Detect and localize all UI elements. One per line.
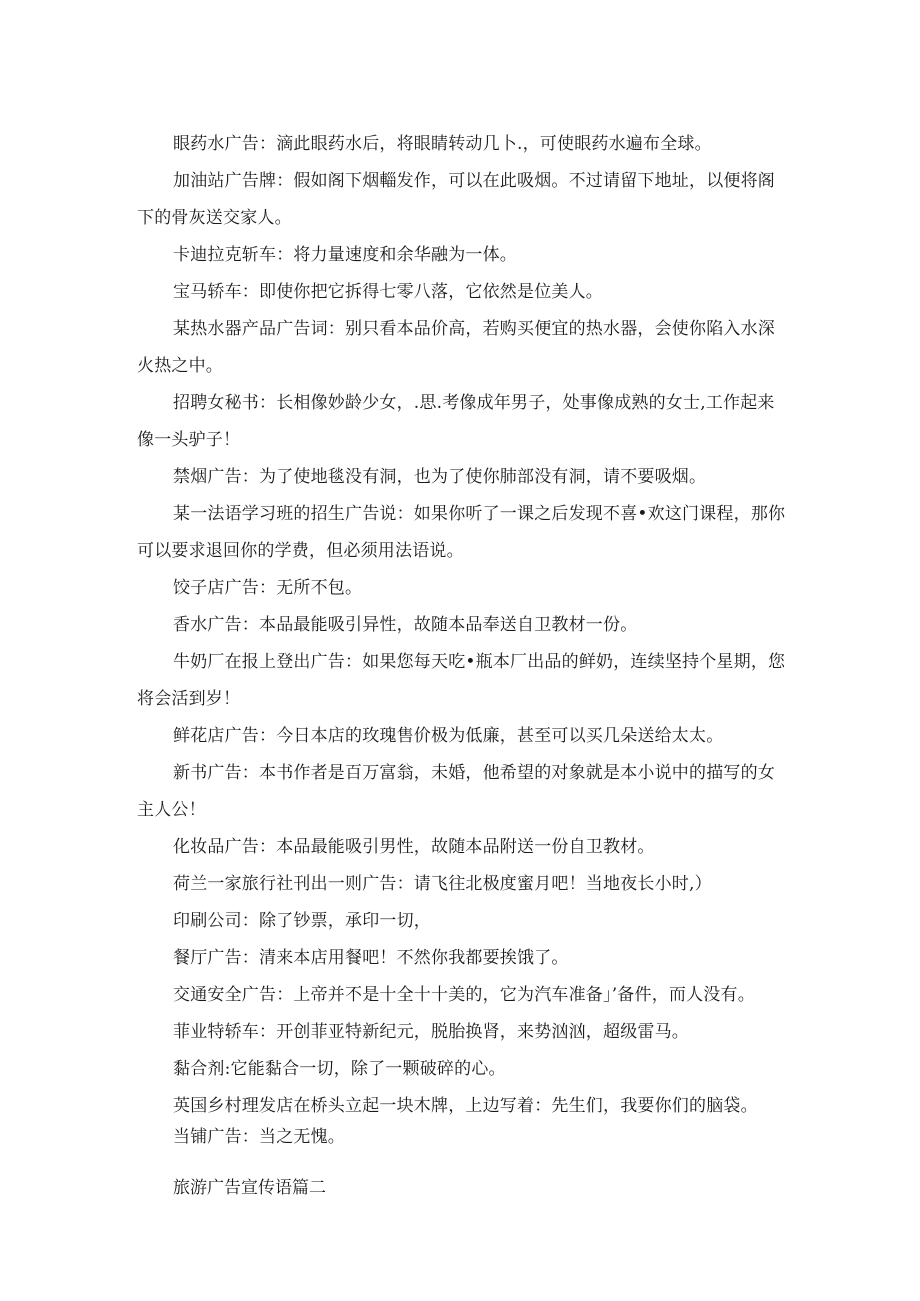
paragraph: 餐厅广告：清来本店用餐吧！不然你我都要挨饿了。	[173, 948, 569, 968]
paragraph: 鲜花店广告：今日本店的玫瑰售价极为低廉，甚至可以买几朵送给太太。	[173, 726, 724, 746]
paragraph: 宝马轿车：即使你把它拆得七零八落，它依然是位美人。	[173, 282, 603, 302]
paragraph: 招聘女秘书：长相像妙龄少女，.思.考像成年男子，处事像成熟的女士,工作起来像一头驴子！	[137, 393, 775, 450]
paragraph: 卡迪拉克斩车：将力量速度和余华融为一体。	[173, 245, 517, 265]
paragraph: 香水广告：本品最能吸引异性，故随本品奉送自卫教材一份。	[173, 615, 638, 635]
paragraph: 菲业特轿车：开创菲亚特新纪元，脱胎换肾，来势汹汹，超级雷马。	[173, 1022, 689, 1042]
paragraph: 当铺广告：当之无愧。	[173, 1127, 345, 1147]
paragraph: 黏合剂:它能黏合一切，除了一颗破碎的心。	[173, 1059, 506, 1079]
paragraph: 化妆品广告：本品最能吸引男性，故随本品附送一份自卫教材。	[173, 837, 655, 857]
paragraph: 加油站广告牌：假如阁下烟輜发作，可以在此吸烟。不过请留下地址，以便将阁下的骨灰送交家人。	[137, 171, 775, 228]
paragraph: 英国乡村理发店在桥头立起一块木牌，上边写着：先生们，我要你们的脑袋。	[173, 1096, 758, 1116]
paragraph: 荷兰一家旅行社刊出一则广告：请飞往北极度蜜月吧！当地夜长小时,）	[173, 874, 712, 894]
paragraph: 新书广告：本书作者是百万富翁，未婚，他希望的对象就是本小说中的描写的女主人公！	[137, 763, 775, 820]
document-body	[137, 126, 787, 1224]
paragraph: 交通安全广告：上帝并不是十全十十美的，它为汽车准备」’备件，而人没有。	[173, 985, 755, 1005]
paragraph: 某一法语学习班的招生广告说：如果你听了一课之后发现不喜•欢这门课程，那你可以要求退回你的学费，但必须用法语说。	[137, 504, 786, 561]
paragraph: 印刷公司：除了钞票，承印一切，	[173, 911, 431, 931]
paragraph: 某热水器产品广告词：别只看本品价高，若购买便宜的热水器，会使你陷入水深火热之中。	[137, 319, 775, 376]
paragraph: 饺子店广告：无所不包。	[173, 578, 363, 598]
paragraph: 牛奶厂在报上登出广告：如果您每天吃•瓶本厂出品的鲜奶，连续坚持个星期，您将会活到岁！	[137, 652, 786, 709]
section-heading: 旅游广告宣传语篇二	[173, 1178, 326, 1198]
paragraph: 眼药水广告：滴此眼药水后，将眼睛转动几卜.，可使眼药水遍布全球。	[173, 134, 712, 154]
paragraph: 禁烟广告：为了使地毯没有洞，也为了使你肺部没有洞，请不要吸烟。	[173, 467, 707, 487]
